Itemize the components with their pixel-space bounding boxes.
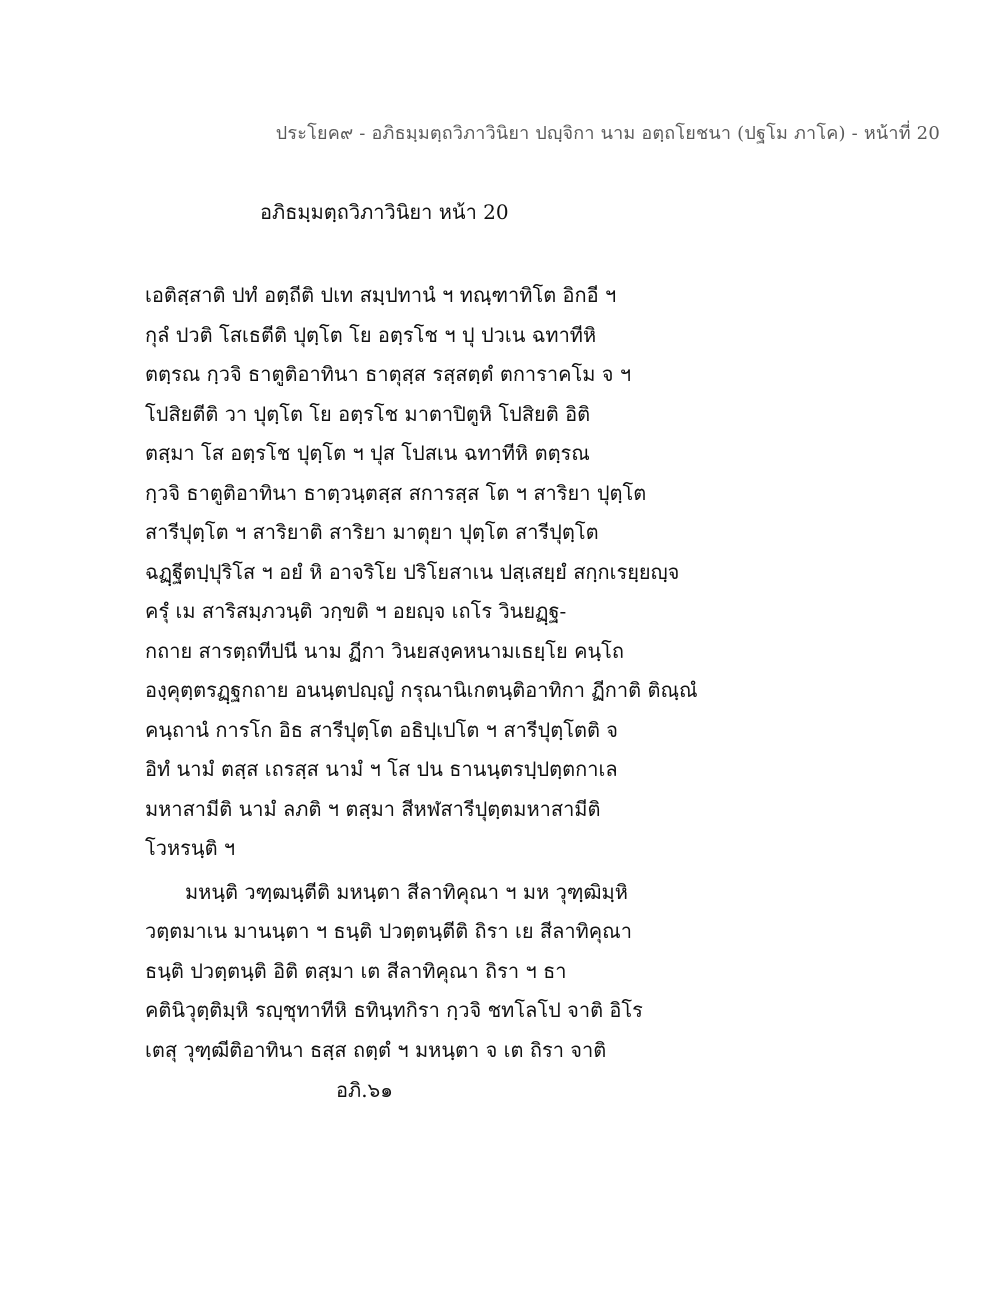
text-line: กฺวจิ ธาตูติอาทินา ธาตฺวนฺตสฺส สการสฺส โต ฯ สาริยา ปุตฺโต	[145, 480, 647, 505]
page-footer-marker: อภิ.๖๑	[336, 1078, 393, 1102]
text-line: ตตฺรณ กฺวจิ ธาตูติอาทินา ธาตุสฺส รสฺสตฺตํ ตการาคโม จ ฯ	[145, 362, 632, 386]
text-line: ธนฺติ ปวตฺตนฺติ อิติ ตสฺมา เต สีลาทิคุณา ถิรา ฯ ธา	[145, 958, 567, 983]
text-line: เตสุ วุฑฺฒีติอาทินา ธสฺส ถตฺตํ ฯ มหนฺตา จ เต ถิรา จาติ	[145, 1037, 607, 1062]
text-line: ฉฏฺฐีตปฺปุริโส ฯ อยํ หิ อาจริโย ปริโยสาเน ปสฺเสยฺยํ สกฺกเรยฺยญฺจ	[145, 559, 680, 584]
text-line: ตสฺมา โส อตฺรโช ปุตฺโต ฯ ปุส โปสเน ฉทาทีหิ ตตฺรณ	[145, 441, 590, 465]
text-line: เอติสฺสาติ ปทํ อตฺถีติ ปเท สมฺปทานํ ฯ ทณฺฑาทิโต อิกอี ฯ	[145, 283, 617, 307]
paragraph-2	[145, 873, 845, 1071]
text-line: โปสิยตีติ วา ปุตฺโต โย อตฺรโช มาตาปิตูหิ โปสิยติ อิติ	[145, 401, 591, 426]
text-line: คตินิวุตฺติมฺหิ รญฺชุทาทีหิ ธทินฺทกิรา กฺวจิ ชทโลโป จาติ อิโร	[145, 998, 643, 1022]
text-line: องฺคุตฺตรฏฺฐกถาย อนนฺตปญฺญํ กรุณานิเกตนฺติอาทิกา ฏีกาติ ติณฺณํ	[145, 678, 698, 702]
running-header: ประโยค๙ - อภิธมฺมตฺถวิภาวินิยา ปญฺจิกา นาม อตฺถโยชนา (ปฐโม ภาโค) - หน้าที่ 20	[275, 123, 940, 144]
text-line: กุลํ ปวติ โสเธตีติ ปุตฺโต โย อตฺรโช ฯ ปุ ปวเน ฉทาทีหิ	[145, 322, 597, 347]
text-line: ครุํ เม สาริสมฺภวนฺติ วกฺขติ ฯ อยญฺจ เถโร วินยฏฺฐ-	[145, 599, 567, 623]
body-text	[145, 276, 845, 1070]
text-line: สารีปุตฺโต ฯ สาริยาติ สาริยา มาตุยา ปุตฺโต สารีปุตฺโต	[145, 520, 599, 544]
text-line: กถาย สารตฺถทีปนี นาม ฏีกา วินยสงฺคหนามเธยฺโย คนฺโถ	[145, 638, 625, 663]
text-line: โวหรนฺติ ฯ	[145, 836, 236, 860]
text-line: มหาสามีติ นามํ ลภติ ฯ ตสฺมา สีหฬสารีปุตฺตมหาสามีติ	[145, 796, 601, 821]
text-line: คนฺถานํ การโก อิธ สารีปุตฺโต อธิปฺเปโต ฯ สารีปุตฺโตติ จ	[145, 717, 619, 742]
paragraph-1	[145, 276, 845, 869]
text-line: อิทํ นามํ ตสฺส เถรสฺส นามํ ฯ โส ปน ธานนฺตรปฺปตฺตกาเล	[145, 757, 618, 781]
text-line: วตฺตมาเน มานนฺตา ฯ ธนฺติ ปวตฺตนฺตีติ ถิรา เย สีลาทิคุณา	[145, 919, 632, 943]
page-title: อภิธมฺมตฺถวิภาวินิยา หน้า 20	[260, 200, 509, 224]
text-line: มหนฺติ วฑฺฒนฺตีติ มหนฺตา สีลาทิคุณา ฯ มห วุฑฺฒิมฺหิ	[185, 879, 628, 904]
